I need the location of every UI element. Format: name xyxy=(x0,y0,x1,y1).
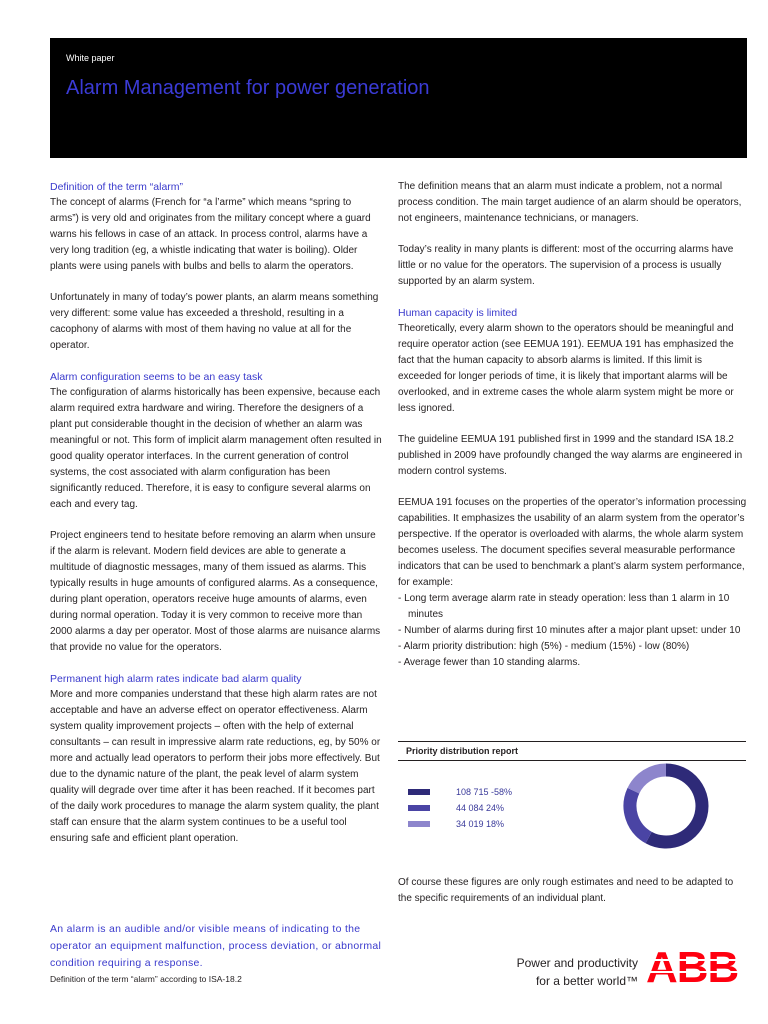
list-item: - Alarm priority distribution: high (5%) - medium (15%) - low (80%) xyxy=(398,639,748,655)
tagline-line-2: for a better world™ xyxy=(535,974,638,988)
legend-label-medium: 44 084 24% xyxy=(456,803,505,813)
list-item: - Number of alarms during first 10 minutes after a major plant upset: under 10 xyxy=(398,623,748,639)
section-heading-human-capacity: Human capacity is limited xyxy=(398,307,518,319)
quote-caption: Definition of the term “alarm” according to ISA-18.2 xyxy=(50,974,242,984)
page-header xyxy=(50,38,747,158)
document-type: White paper xyxy=(66,53,115,63)
paragraph-eemua-emphasis: Theoretically, every alarm shown to the operators should be meaningful and require operator action (see EEMUA 191). EEMUA 191 has emphasized the fact that the human capacity to absorb alarms is limited. If this limit is exceeded for longer periods of time, it is likely that important alarms will be overlooked, and in extreme cases the whole alarm system might be more or less ignored. xyxy=(398,323,734,414)
paragraph-guidelines: The guideline EEMUA 191 published first in 1999 and the standard ISA 18.2 published in 2009 have profoundly changed the way alarms are engineered in modern control systems. xyxy=(398,434,743,477)
legend-label-high: 108 715 -58% xyxy=(456,787,513,797)
legend-label-low: 34 019 18% xyxy=(456,819,505,829)
paragraph-alarm-today: Unfortunately in many of today’s power plants, an alarm means something very different: some value has exceeded a threshold, resulting in a cacophony of alarms with most of them having no value at all for the operator. xyxy=(50,292,379,351)
list-item: - Average fewer than 10 standing alarms. xyxy=(398,655,748,671)
page-title: Alarm Management for power generation xyxy=(66,77,430,99)
donut-segment-1 xyxy=(630,791,649,838)
report-title: Priority distribution report xyxy=(398,741,746,761)
paragraph-closing: Of course these figures are only rough estimates and need to be adapted to the specific requirements of an individual plant. xyxy=(398,877,734,904)
paragraph-alarm-concept: The concept of alarms (French for “a l’arme” which means “spring to arms”) is very old and originates from the military concept where a guard warns his fellows in case of an attack. In process control, alarms have a very long tradition (eg, a whistle indicating that water is boiling). Older plants were using panels with bulbs and bells to alarm the operators. xyxy=(50,197,371,272)
legend-swatch-low xyxy=(408,821,430,827)
definition-quote: An alarm is an audible and/or visible means of indicating to the operator an equipment malfunction, process deviation, or abnormal condition requiring a response. xyxy=(50,923,382,969)
legend-row-low xyxy=(408,816,512,832)
brand-tagline xyxy=(480,954,638,990)
legend-swatch-high xyxy=(408,789,430,795)
abb-logo xyxy=(646,946,744,986)
tagline-line-1: Power and productivity xyxy=(516,956,638,970)
indicator-list xyxy=(398,591,748,671)
left-column xyxy=(50,179,382,847)
priority-distribution-report xyxy=(398,741,746,865)
right-column xyxy=(398,179,748,671)
paragraph-performance-indicators: EEMUA 191 focuses on the properties of the operator’s information processing capabilities. It emphasizes the usability of an alarm system from the operator’s perspective. If the operator is overloaded with alarms, the whole alarm system becomes useless. The document specifies several measurable performance indicators that can be used to benchmark a plant’s alarm system performance, for example: xyxy=(398,497,747,588)
section-heading-alarm-rates: Permanent high alarm rates indicate bad alarm quality xyxy=(50,673,302,685)
list-item: - Long term average alarm rate in steady operation: less than 1 alarm in 10 minutes xyxy=(398,591,748,623)
donut-segment-0 xyxy=(649,770,702,842)
paragraph-plant-reality: Today’s reality in many plants is different: most of the occurring alarms have little or no value for the operators. The supervision of a process is usually supported by an alarm system. xyxy=(398,244,734,287)
paragraph-alarm-quality: More and more companies understand that these high alarm rates are not acceptable and have an adverse effect on operator effectiveness. Alarm system quality improvement projects – often with the help of external consultants – can result in impressive alarm rate reductions, eg, by 50% or more and actually lead operators to perform their jobs more effectively. But due to the dynamic nature of the plant, the peak level of alarm system quality will degrade over time after it has been reached. If it becomes part of the daily work procedures to manage the alarm system quality, the plant staff can ensure that the alarm system continues to be a useful tool ensuring safe and efficient plant operation. xyxy=(50,689,381,844)
paragraph-project-engineers: Project engineers tend to hesitate before removing an alarm when unsure if the alarm is relevant. Modern field devices are able to generate a multitude of diagnostic messages, many of them issued as alarms. This typically results in huge amounts of configured alarms. As a consequence, during plant operation, operators receive huge amounts of alarms, even during normal operation. Today it is very common to receive more than 2000 alarms a day per operator. Most of those alarms are nuisance alarms that provide no value for the operators. xyxy=(50,530,381,653)
paragraph-configuration-history: The configuration of alarms historically has been expensive, because each alarm required extra hardware and wiring. Therefore the designers of a plant put considerable thought in the decision of whether an alarm was meaningful or not. This form of implicit alarm management often resulted in good quality operator interfaces. In the current generation of control systems, the cost associated with alarm configuration has been significantly reduced. Therefore, it is easy to configure several alarms on each and every tag. xyxy=(50,387,382,510)
section-heading-alarm-definition: Definition of the term “alarm” xyxy=(50,181,184,193)
logo-text: ABB xyxy=(646,946,739,986)
report-legend xyxy=(408,784,512,832)
donut-segment-2 xyxy=(633,770,666,791)
legend-row-high xyxy=(408,784,512,800)
legend-swatch-medium xyxy=(408,805,430,811)
donut-chart xyxy=(623,763,709,849)
paragraph-definition-meaning: The definition means that an alarm must indicate a problem, not a normal process condition. The main target audience of an alarm should be operators, not engineers, maintenance technicians, or managers. xyxy=(398,181,742,224)
legend-row-medium xyxy=(408,800,512,816)
section-heading-alarm-configuration: Alarm configuration seems to be an easy task xyxy=(50,371,263,383)
